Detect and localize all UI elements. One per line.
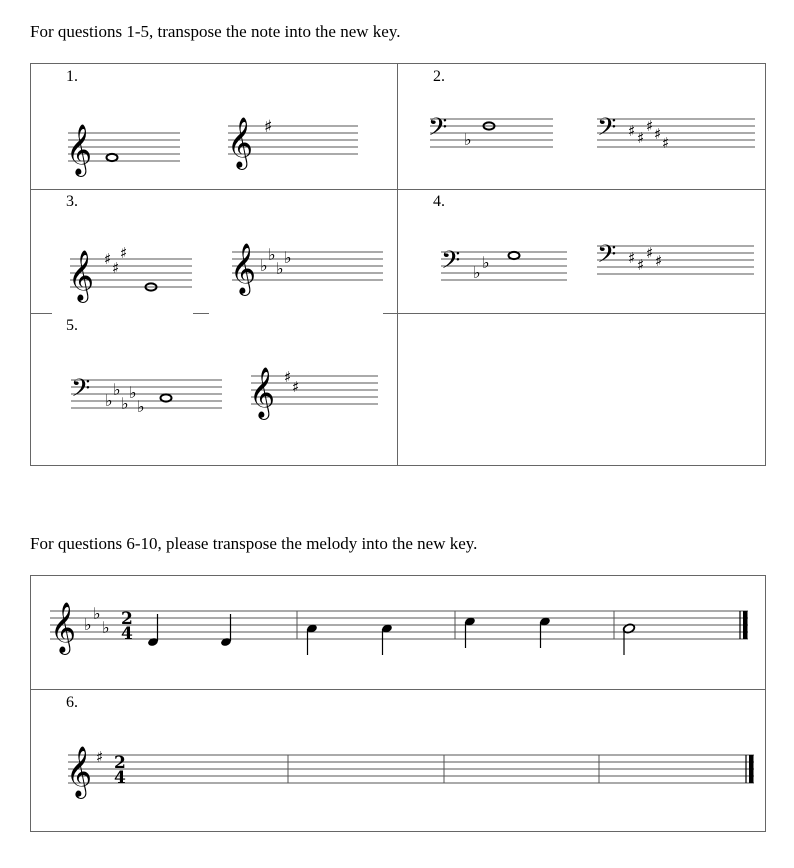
sharp-icon: ♯ bbox=[654, 125, 662, 143]
treble-clef-icon: 𝄞 bbox=[230, 243, 257, 294]
time-sig-top: 2 bbox=[114, 753, 126, 773]
bass-clef-icon: 𝄢 bbox=[597, 240, 617, 275]
q1-answer-staff bbox=[227, 117, 358, 170]
flat-icon: ♭ bbox=[276, 259, 284, 278]
instruction-part2: For questions 6-10, please transpose the melody into the new key. bbox=[30, 534, 478, 553]
treble-clef-icon: 𝄞 bbox=[66, 746, 93, 797]
q2-answer-staff bbox=[597, 113, 755, 152]
instruction-part1: For questions 1-5, transpose the note into the new key. bbox=[30, 22, 401, 41]
q1-given-staff bbox=[66, 124, 180, 177]
question-number-4: 4. bbox=[433, 193, 445, 210]
sharp-icon: ♯ bbox=[637, 129, 645, 147]
q5-answer-staff bbox=[249, 367, 378, 420]
treble-clef-icon: 𝄞 bbox=[249, 367, 276, 418]
q2-given-staff bbox=[428, 113, 553, 149]
flat-icon: ♭ bbox=[105, 391, 113, 410]
sharp-icon: ♯ bbox=[662, 134, 670, 152]
sharp-icon: ♯ bbox=[284, 368, 292, 386]
q6-answer-staff bbox=[66, 746, 754, 799]
flat-icon: ♭ bbox=[464, 130, 472, 149]
flat-icon: ♭ bbox=[113, 380, 121, 399]
q3-answer-staff bbox=[230, 243, 383, 296]
sharp-icon: ♯ bbox=[96, 748, 104, 766]
sharp-icon: ♯ bbox=[637, 256, 645, 274]
sharp-icon: ♯ bbox=[646, 244, 654, 262]
q3-given-staff bbox=[68, 244, 192, 303]
final-barline-thick bbox=[743, 611, 748, 639]
question-number-1: 1. bbox=[66, 68, 78, 85]
sharp-icon: ♯ bbox=[646, 117, 654, 135]
flat-icon: ♭ bbox=[137, 397, 145, 416]
q4-whole-note bbox=[509, 252, 520, 259]
flat-icon: ♭ bbox=[102, 618, 110, 637]
time-sig-bottom: 4 bbox=[114, 768, 126, 788]
bass-clef-icon: 𝄢 bbox=[441, 246, 461, 281]
sharp-icon: ♯ bbox=[655, 252, 663, 270]
question-number-3: 3. bbox=[66, 193, 78, 210]
flat-icon: ♭ bbox=[482, 253, 490, 272]
flat-icon: ♭ bbox=[473, 263, 481, 282]
bass-clef-icon: 𝄢 bbox=[71, 374, 91, 409]
sharp-icon: ♯ bbox=[292, 378, 300, 396]
q1-whole-note bbox=[107, 154, 118, 161]
flat-icon: ♭ bbox=[260, 256, 268, 275]
sharp-icon: ♯ bbox=[120, 244, 128, 262]
question-number-5: 5. bbox=[66, 317, 78, 334]
final-barline-thick bbox=[749, 755, 754, 783]
time-sig-bottom: 4 bbox=[121, 624, 133, 644]
question-number-2: 2. bbox=[433, 68, 445, 85]
flat-icon: ♭ bbox=[268, 245, 276, 264]
melody-staff bbox=[50, 602, 748, 655]
sharp-icon: ♯ bbox=[112, 259, 120, 277]
sharp-icon: ♯ bbox=[264, 117, 273, 137]
bass-clef-icon: 𝄢 bbox=[428, 113, 448, 148]
treble-clef-icon: 𝄞 bbox=[227, 117, 254, 168]
q5-whole-note bbox=[161, 394, 172, 401]
treble-clef-icon: 𝄞 bbox=[50, 602, 77, 653]
bass-clef-icon: 𝄢 bbox=[597, 113, 617, 148]
flat-icon: ♭ bbox=[121, 394, 129, 413]
treble-clef-icon: 𝄞 bbox=[66, 124, 93, 175]
sharp-icon: ♯ bbox=[628, 249, 636, 267]
melody-grid bbox=[30, 576, 766, 832]
sharp-icon: ♯ bbox=[628, 122, 636, 140]
flat-icon: ♭ bbox=[284, 248, 292, 267]
flat-icon: ♭ bbox=[129, 383, 137, 402]
q4-given-staff bbox=[441, 246, 567, 282]
question-number-6: 6. bbox=[66, 694, 78, 711]
treble-clef-icon: 𝄞 bbox=[68, 250, 95, 301]
sharp-icon: ♯ bbox=[104, 250, 112, 268]
q5-given-staff bbox=[71, 374, 222, 416]
flat-icon: ♭ bbox=[84, 615, 92, 634]
flat-icon: ♭ bbox=[93, 604, 101, 623]
q4-answer-staff bbox=[597, 240, 754, 275]
time-sig-top: 2 bbox=[121, 609, 133, 629]
